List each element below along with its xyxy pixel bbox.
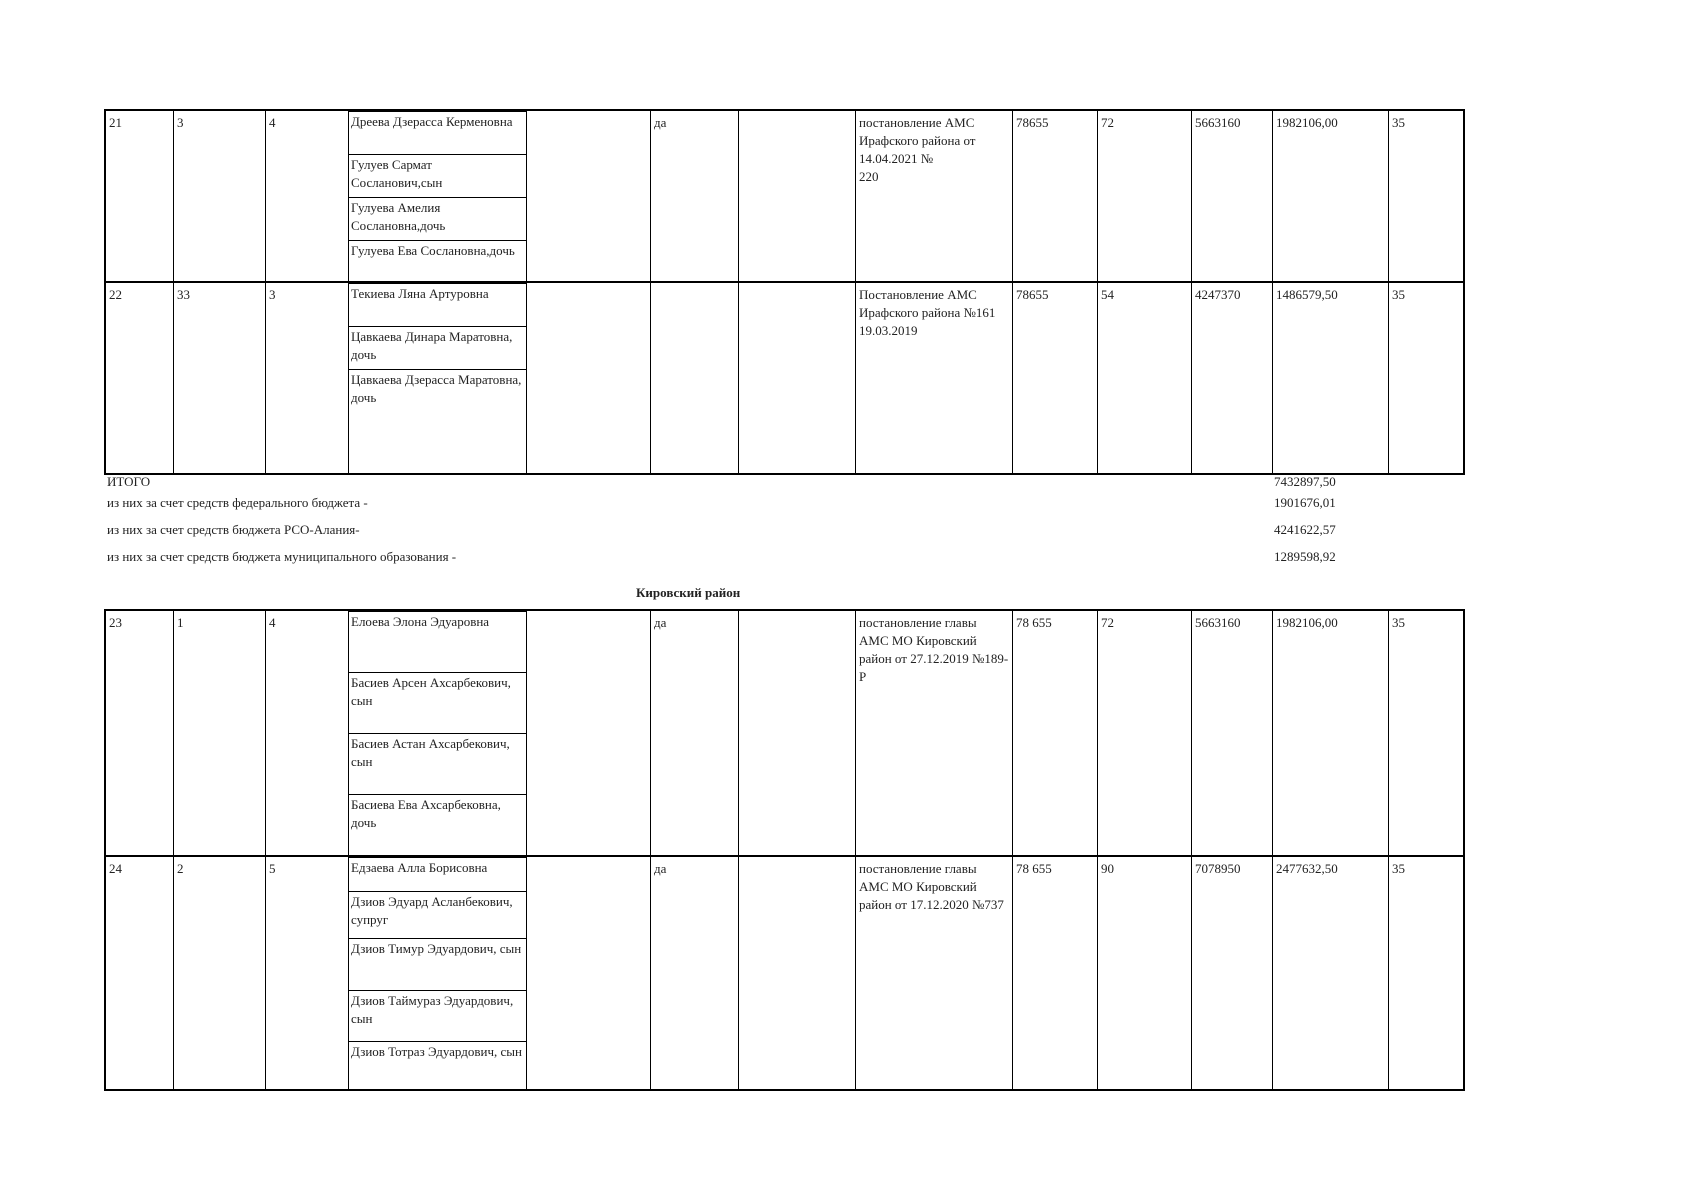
- cell-yes: [651, 285, 737, 287]
- cell-family-size: 4: [269, 615, 276, 630]
- cell-percent: 35: [1392, 287, 1405, 302]
- family-member: Басиева Ева Ахсарбековна, дочь: [348, 794, 527, 857]
- municipal-value: 1289598,92: [1274, 549, 1336, 564]
- cell-price: 78655: [1016, 115, 1049, 130]
- cell-price: 78655: [1016, 287, 1049, 302]
- family-member: Цавкаева Динара Маратовна, дочь: [348, 326, 527, 370]
- cell-percent: 35: [1392, 615, 1405, 630]
- republic-label: из них за счет средств бюджета РСО-Алания-: [107, 522, 360, 537]
- cell-family-size: 5: [269, 861, 276, 876]
- cell-price: 78 655: [1016, 861, 1052, 876]
- table-row: [104, 281, 1465, 475]
- cell-total: 5663160: [1195, 115, 1241, 130]
- cell-yes: да: [654, 615, 667, 630]
- cell-document: постановление главы АМС МО Кировский район от 27.12.2019 №189-Р: [859, 615, 1009, 684]
- federal-value: 1901676,01: [1274, 495, 1336, 510]
- cell-area: 72: [1101, 615, 1114, 630]
- cell-document: постановление главы АМС МО Кировский район от 17.12.2020 №737: [859, 861, 1004, 912]
- family-member: Басиев Астан Ахсарбекович, сын: [348, 733, 527, 795]
- cell-area: 72: [1101, 115, 1114, 130]
- republic-value: 4241622,57: [1274, 522, 1336, 537]
- cell-col2: 2: [177, 861, 184, 876]
- cell-total: 5663160: [1195, 615, 1241, 630]
- family-member: Басиев Арсен Ахсарбекович, сын: [348, 672, 527, 734]
- cell-document: постановление АМС Ирафского района от 14.04.2021 № 220: [859, 115, 976, 184]
- family-member: Дреева Дзерасса Керменовна: [348, 111, 527, 155]
- cell-subsidy: 1982106,00: [1276, 115, 1338, 130]
- cell-price: 78 655: [1016, 615, 1052, 630]
- table-row: [104, 609, 1465, 857]
- total-value: 7432897,50: [1274, 474, 1336, 489]
- family-member: Едзаева Алла Борисовна: [348, 857, 527, 892]
- row-number: 24: [109, 861, 122, 876]
- table-row: [104, 855, 1465, 1091]
- row-number: 23: [109, 615, 122, 630]
- cell-total: 4247370: [1195, 287, 1241, 302]
- cell-area: 54: [1101, 287, 1114, 302]
- cell-col2: 1: [177, 615, 184, 630]
- cell-area: 90: [1101, 861, 1114, 876]
- cell-percent: 35: [1392, 861, 1405, 876]
- total-label: ИТОГО: [107, 474, 151, 489]
- cell-yes: да: [654, 115, 667, 130]
- cell-subsidy: 2477632,50: [1276, 861, 1338, 876]
- cell-col2: 33: [177, 287, 190, 302]
- family-member: Дзиов Тимур Эдуардович, сын: [348, 938, 527, 991]
- cell-subsidy: 1486579,50: [1276, 287, 1338, 302]
- cell-col2: 3: [177, 115, 184, 130]
- cell-family-size: 3: [269, 287, 276, 302]
- federal-label: из них за счет средств федерального бюджета -: [107, 495, 368, 510]
- row-number: 21: [109, 115, 122, 130]
- row-number: 22: [109, 287, 122, 302]
- family-member: Дзиов Тотраз Эдуардович, сын: [348, 1041, 527, 1091]
- family-member: Дзиов Таймураз Эдуардович, сын: [348, 990, 527, 1042]
- table-row: [104, 109, 1465, 283]
- cell-yes: да: [654, 861, 667, 876]
- municipal-label: из них за счет средств бюджета муниципального образования -: [107, 549, 457, 564]
- family-member: Дзиов Эдуард Асланбекович, супруг: [348, 891, 527, 939]
- family-member: Текиева Ляна Артуровна: [348, 283, 527, 327]
- family-member: Елоева Элона Эдуаровна: [348, 611, 527, 673]
- section-title: Кировский район: [636, 585, 741, 600]
- cell-document: Постановление АМС Ирафского района №161 19.03.2019: [859, 287, 996, 338]
- cell-family-size: 4: [269, 115, 276, 130]
- family-member: Гулуев Сармат Сосланович,сын: [348, 154, 527, 198]
- family-member: Цавкаева Дзерасса Маратовна, дочь: [348, 369, 527, 475]
- family-member: Гулуева Амелия Сослановна,дочь: [348, 197, 527, 241]
- cell-subsidy: 1982106,00: [1276, 615, 1338, 630]
- family-member: Гулуева Ева Сослановна,дочь: [348, 240, 527, 283]
- cell-total: 7078950: [1195, 861, 1241, 876]
- cell-percent: 35: [1392, 115, 1405, 130]
